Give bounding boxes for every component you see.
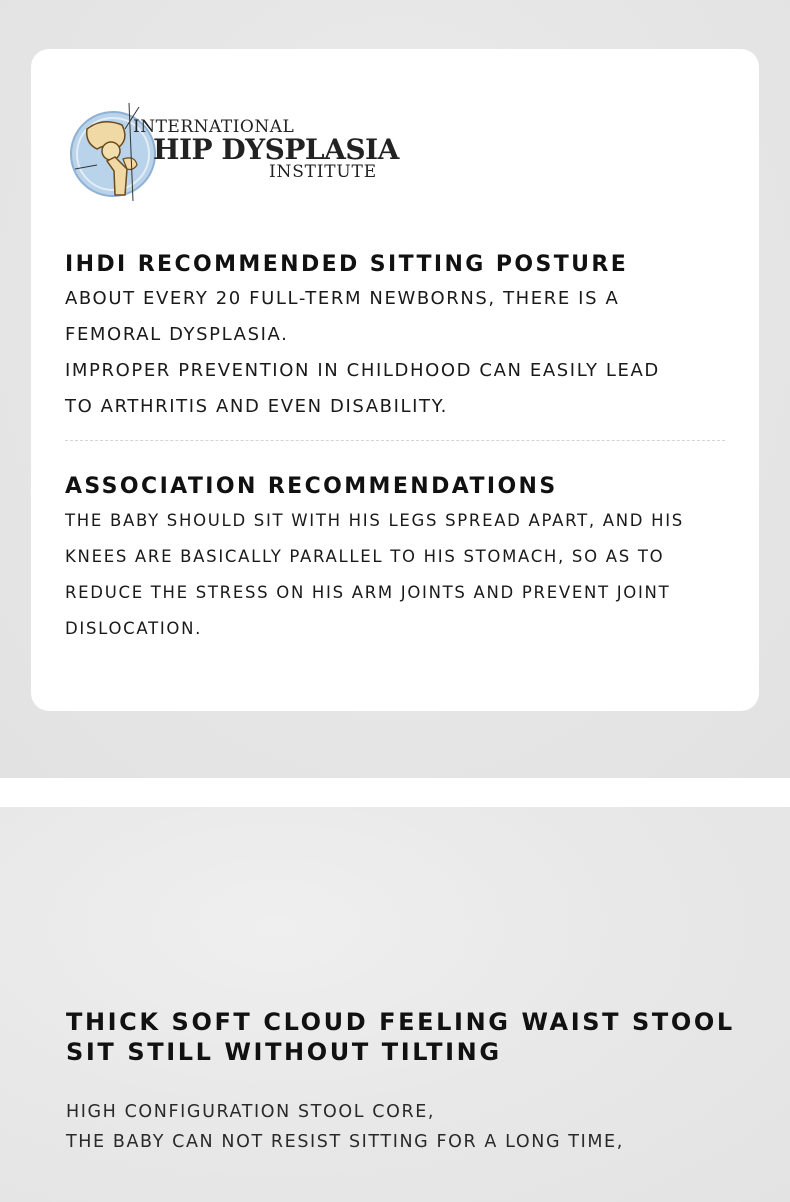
feature-title-line: SIT STILL WITHOUT TILTING <box>66 1038 502 1066</box>
posture-line: IMPROPER PREVENTION IN CHILDHOOD CAN EASILY LEAD <box>65 360 660 381</box>
recommendations-heading: ASSOCIATION RECOMMENDATIONS <box>65 474 558 499</box>
posture-line: FEMORAL DYSPLASIA. <box>65 324 289 345</box>
section-gap <box>0 778 790 807</box>
feature-body-line: HIGH CONFIGURATION STOOL CORE, <box>66 1102 436 1122</box>
recommendation-line: KNEES ARE BASICALLY PARALLEL TO HIS STOMACH, SO AS TO <box>65 547 665 566</box>
logo-text-international: INTERNATIONAL <box>133 117 295 137</box>
posture-description <box>65 281 725 425</box>
recommendations-description <box>65 503 725 647</box>
info-card <box>31 49 759 711</box>
recommendation-line: REDUCE THE STRESS ON HIS ARM JOINTS AND PREVENT JOINT <box>65 583 671 602</box>
feature-title <box>66 1007 735 1067</box>
feature-body-line: THE BABY CAN NOT RESIST SITTING FOR A LONG TIME, <box>66 1132 624 1152</box>
posture-line: ABOUT EVERY 20 FULL-TERM NEWBORNS, THERE IS A <box>65 288 620 309</box>
feature-panel <box>0 807 790 1202</box>
feature-title-line: THICK SOFT CLOUD FEELING WAIST STOOL <box>66 1008 735 1036</box>
recommendation-line: DISLOCATION. <box>65 619 203 638</box>
posture-heading: IHDI RECOMMENDED SITTING POSTURE <box>65 252 629 277</box>
recommendation-line: THE BABY SHOULD SIT WITH HIS LEGS SPREAD APART, AND HIS <box>65 511 684 530</box>
posture-line: TO ARTHRITIS AND EVEN DISABILITY. <box>65 396 448 417</box>
hip-bone-icon <box>67 99 167 209</box>
section-divider <box>65 440 725 441</box>
ihdi-logo <box>67 99 399 209</box>
feature-body <box>66 1097 624 1157</box>
logo-text-hip-dysplasia: HIP DYSPLASIA <box>153 133 399 166</box>
logo-text-institute: INSTITUTE <box>269 162 377 182</box>
